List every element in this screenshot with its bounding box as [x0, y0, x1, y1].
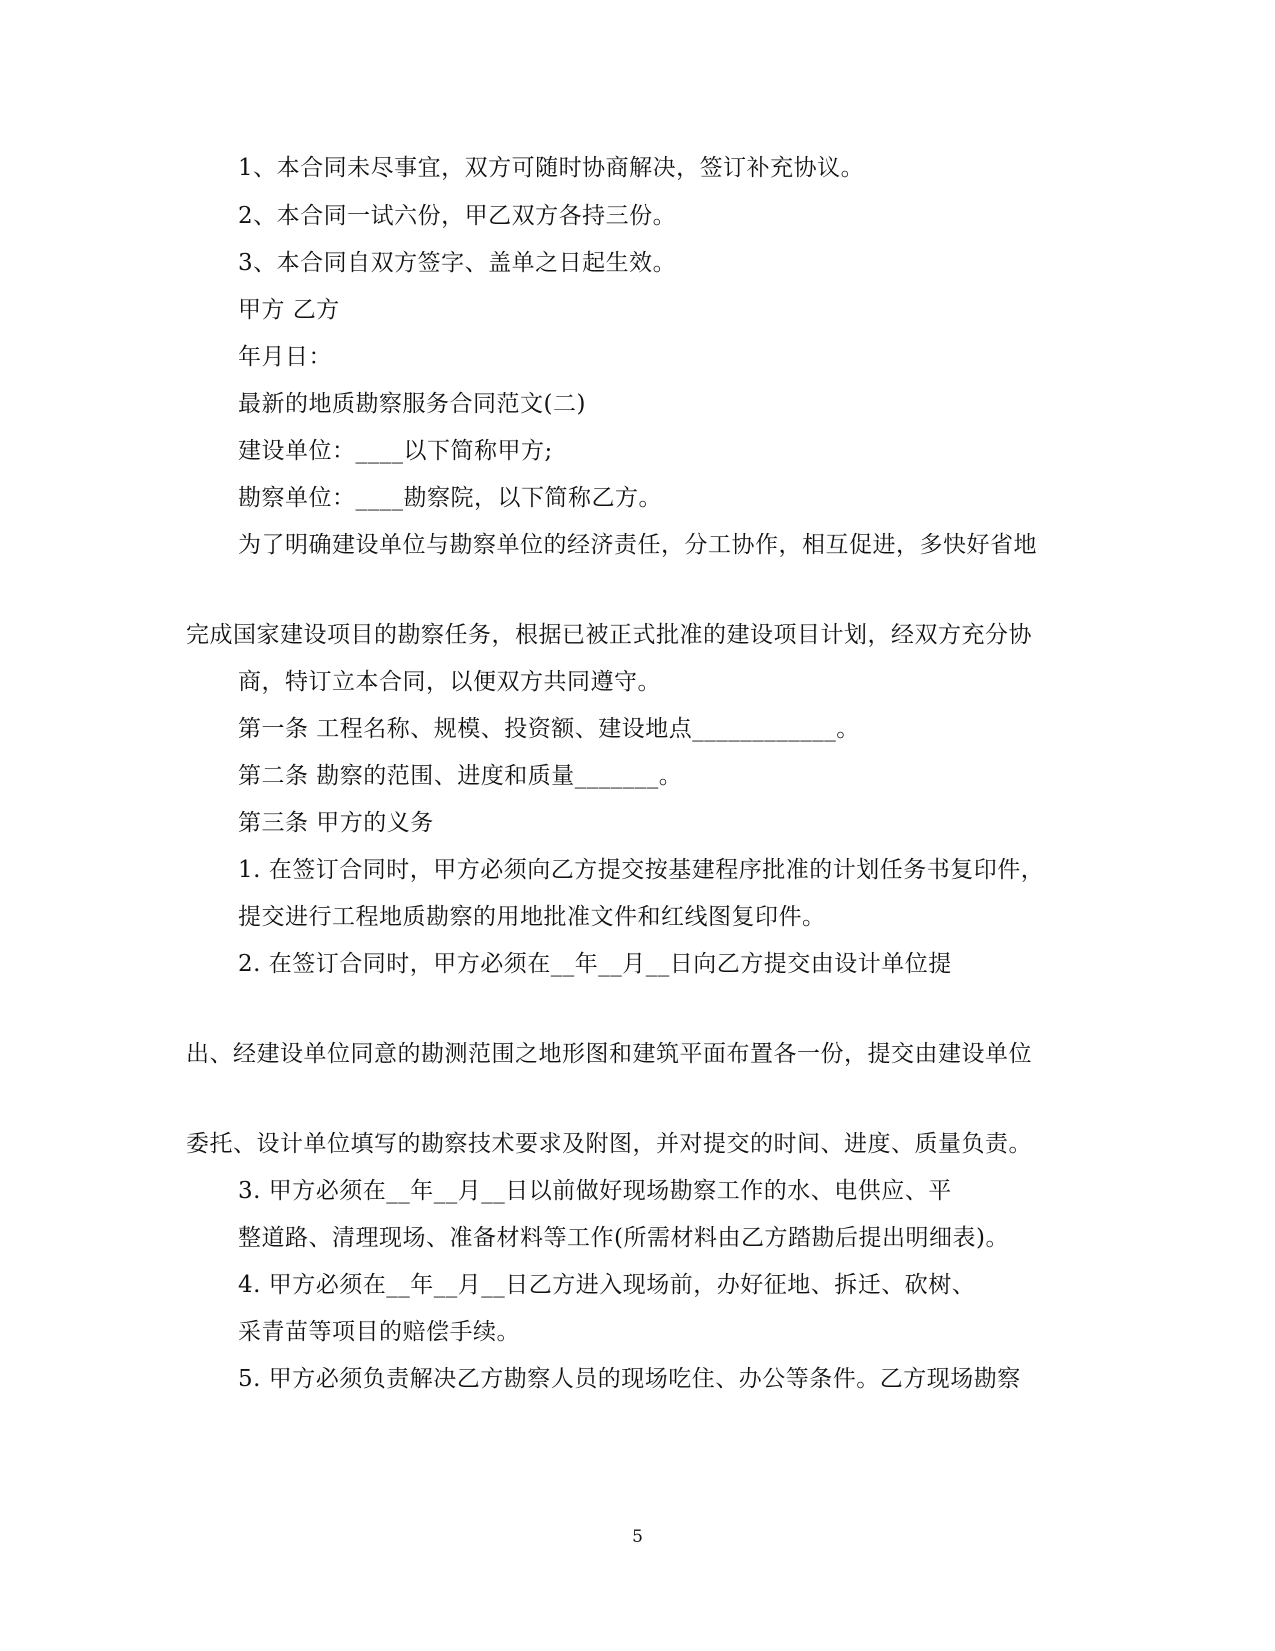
obligation-1-line-2: 提交进行工程地质勘察的用地批准文件和红线图复印件。	[238, 904, 826, 930]
article-2: 第二条 勘察的范围、进度和质量_______。	[238, 763, 683, 789]
signature-date: 年月日：	[238, 344, 332, 370]
obligation-3-line-1: 3. 甲方必须在__年__月__日以前做好现场勘察工作的水、电供应、平	[238, 1178, 952, 1204]
obligation-2-line-1: 2. 在签订合同时，甲方必须在__年__月__日向乙方提交由设计单位提	[238, 951, 952, 977]
obligation-5-line-1: 5. 甲方必须负责解决乙方勘察人员的现场吃住、办公等条件。乙方现场勘察	[238, 1366, 1021, 1392]
preamble-line-3: 商，特订立本合同，以便双方共同遵守。	[238, 669, 661, 695]
obligation-2-line-2: 出、经建设单位同意的勘测范围之地形图和建筑平面布置各一份，提交由建设单位	[186, 1041, 1032, 1067]
clause-line-1: 1、本合同未尽事宜，双方可随时协商解决，签订补充协议。	[238, 155, 865, 181]
article-1: 第一条 工程名称、规模、投资额、建设地点____________。	[238, 716, 860, 742]
obligation-2-line-3: 委托、设计单位填写的勘察技术要求及附图，并对提交的时间、进度、质量负责。	[186, 1131, 1032, 1157]
party-a-line: 建设单位：____以下简称甲方;	[238, 438, 553, 464]
page-number: 5	[632, 1527, 643, 1547]
preamble-line-1: 为了明确建设单位与勘察单位的经济责任，分工协作，相互促进，多快好省地	[238, 532, 1037, 558]
clause-line-2: 2、本合同一试六份，甲乙双方各持三份。	[238, 203, 677, 229]
party-b-line: 勘察单位：____勘察院，以下简称乙方。	[238, 485, 662, 511]
section-title: 最新的地质勘察服务合同范文(二)	[238, 391, 586, 417]
obligation-1-line-1: 1. 在签订合同时，甲方必须向乙方提交按基建程序批准的计划任务书复印件，	[238, 857, 1045, 883]
article-3-heading: 第三条 甲方的义务	[238, 810, 434, 836]
obligation-4-line-2: 采青苗等项目的赔偿手续。	[238, 1319, 520, 1345]
preamble-line-2: 完成国家建设项目的勘察任务，根据已被正式批准的建设项目计划，经双方充分协	[186, 622, 1032, 648]
clause-line-3: 3、本合同自双方签字、盖单之日起生效。	[238, 250, 677, 276]
obligation-3-line-2: 整道路、清理现场、准备材料等工作(所需材料由乙方踏勘后提出明细表)。	[238, 1225, 1009, 1251]
signature-parties: 甲方 乙方	[238, 297, 340, 323]
obligation-4-line-1: 4. 甲方必须在__年__月__日乙方进入现场前，办好征地、拆迁、砍树、	[238, 1272, 976, 1298]
